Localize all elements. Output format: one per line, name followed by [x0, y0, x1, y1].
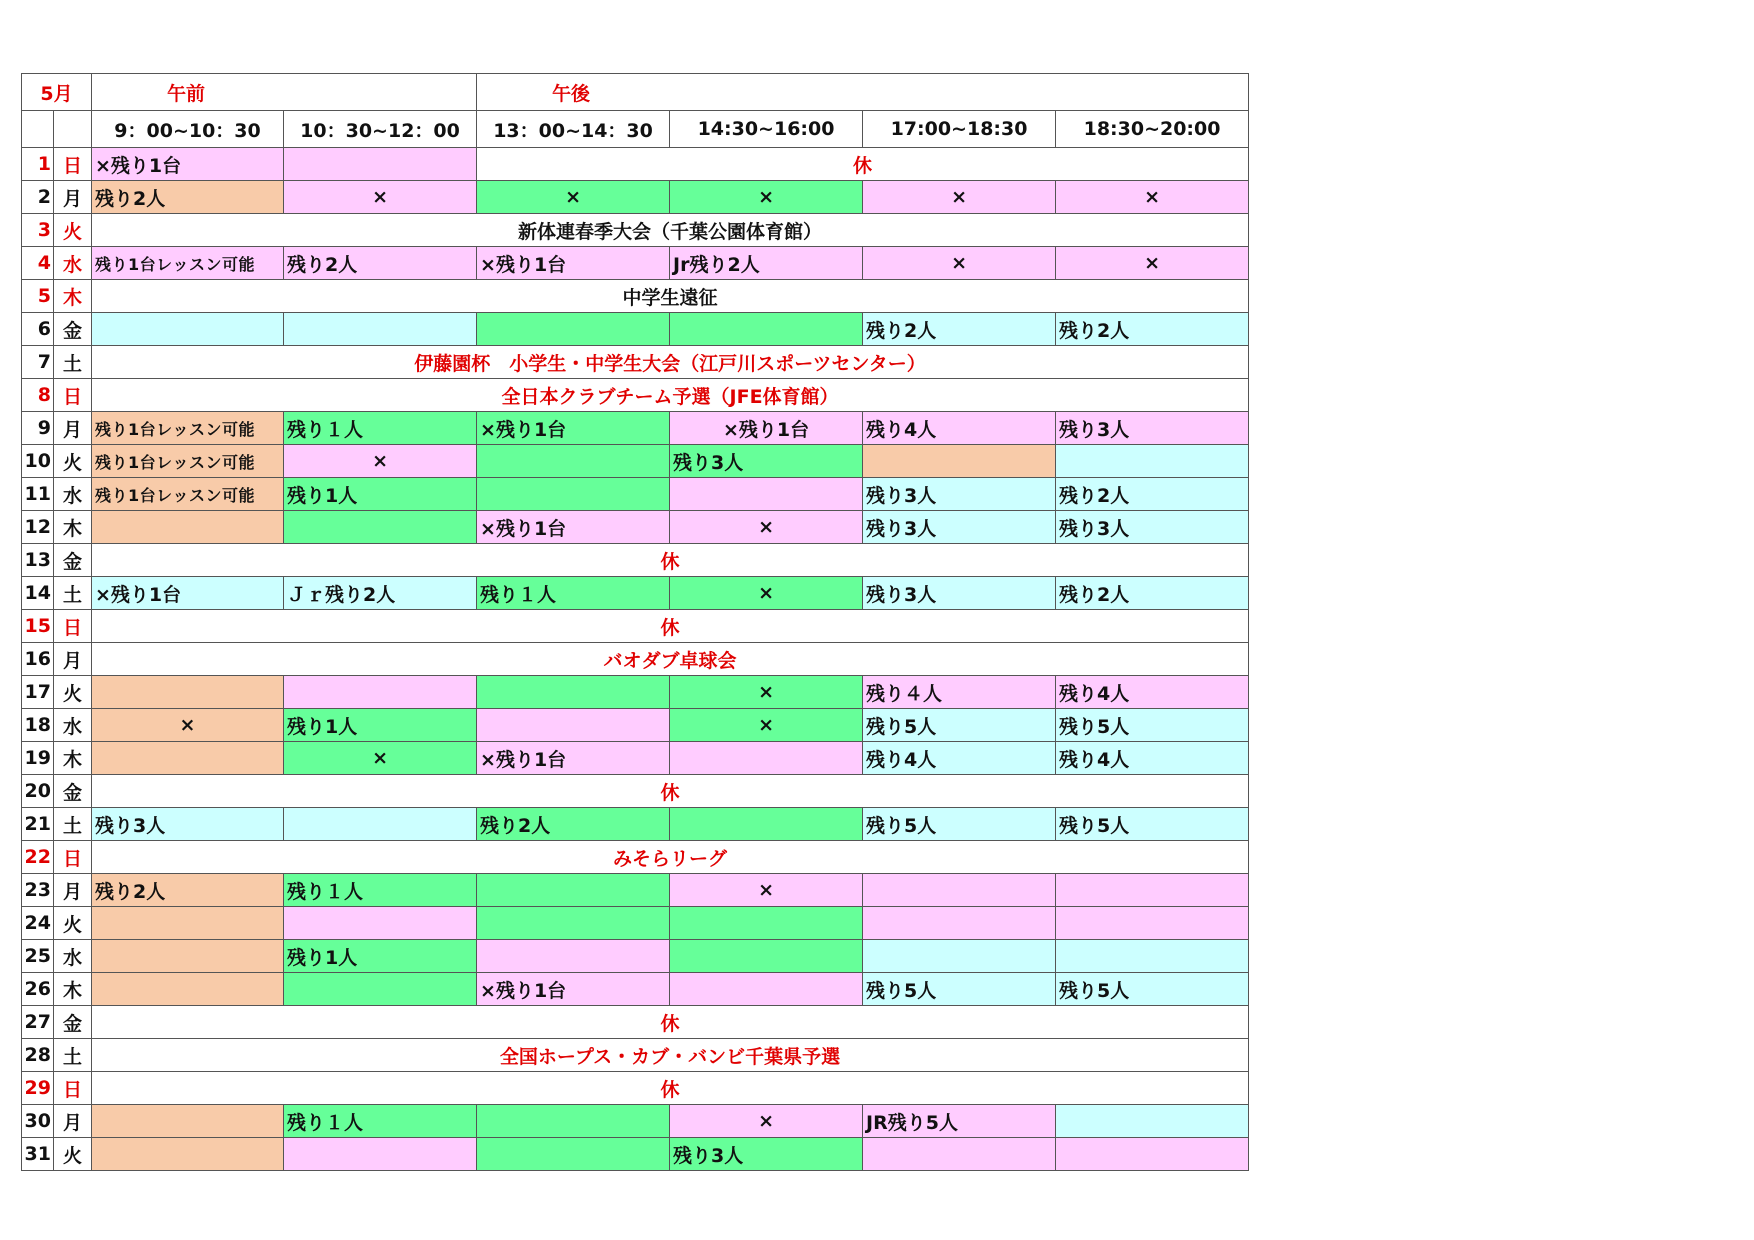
- day-of-week: 水: [54, 247, 92, 280]
- day-row: [22, 808, 1249, 841]
- slot-cell: ×: [284, 181, 477, 214]
- pm-label: 午後: [477, 74, 1249, 111]
- slot-cell: ×残り1台: [477, 973, 670, 1006]
- slot-cell: 残り5人: [1056, 973, 1249, 1006]
- day-number: 11: [22, 478, 54, 511]
- header-row-period: [22, 74, 1249, 111]
- slot-cell: [92, 940, 284, 973]
- day-of-week: 火: [54, 445, 92, 478]
- slot-cell: 残り3人: [670, 1138, 863, 1171]
- day-row: [22, 280, 1249, 313]
- slot-cell: [477, 709, 670, 742]
- day-row: [22, 1006, 1249, 1039]
- slot-cell: 残り１人: [284, 1105, 477, 1138]
- slot-cell: ×残り1台: [477, 742, 670, 775]
- day-of-week: 日: [54, 148, 92, 181]
- day-of-week: 土: [54, 808, 92, 841]
- day-of-week: 木: [54, 973, 92, 1006]
- slot-cell: [863, 445, 1056, 478]
- day-number: 23: [22, 874, 54, 907]
- slot-cell: 残り1人: [284, 709, 477, 742]
- day-of-week: 日: [54, 1072, 92, 1105]
- day-number: 20: [22, 775, 54, 808]
- slot-cell: ×残り1台: [670, 412, 863, 445]
- event-cell: 休: [92, 610, 1249, 643]
- slot-cell: ×: [1056, 247, 1249, 280]
- day-number: 18: [22, 709, 54, 742]
- slot-cell: 残り5人: [863, 709, 1056, 742]
- schedule-table: [21, 73, 1249, 1171]
- slot-header: 18:30~20:00: [1056, 111, 1249, 148]
- day-number: 16: [22, 643, 54, 676]
- day-number: 9: [22, 412, 54, 445]
- slot-cell: [1056, 445, 1249, 478]
- slot-header: 17:00~18:30: [863, 111, 1056, 148]
- slot-cell: 残り1台レッスン可能: [92, 478, 284, 511]
- day-row: [22, 214, 1249, 247]
- slot-cell: ×残り1台: [92, 148, 284, 181]
- day-row: [22, 346, 1249, 379]
- day-row: [22, 709, 1249, 742]
- slot-cell: ×: [863, 181, 1056, 214]
- day-row: [22, 973, 1249, 1006]
- slot-cell: 残り4人: [863, 742, 1056, 775]
- slot-cell: ×: [670, 511, 863, 544]
- slot-cell: [670, 940, 863, 973]
- slot-cell: [92, 973, 284, 1006]
- slot-cell: 残り4人: [863, 412, 1056, 445]
- day-number: 12: [22, 511, 54, 544]
- day-number: 31: [22, 1138, 54, 1171]
- blank-cell: [22, 111, 54, 148]
- day-of-week: 日: [54, 379, 92, 412]
- slot-cell: [477, 874, 670, 907]
- day-of-week: 水: [54, 709, 92, 742]
- day-row: [22, 676, 1249, 709]
- day-of-week: 金: [54, 544, 92, 577]
- day-of-week: 金: [54, 1006, 92, 1039]
- day-row: [22, 1039, 1249, 1072]
- day-number: 7: [22, 346, 54, 379]
- day-number: 14: [22, 577, 54, 610]
- slot-cell: [92, 742, 284, 775]
- slot-cell: 残り2人: [1056, 478, 1249, 511]
- slot-cell: 残り1台レッスン可能: [92, 247, 284, 280]
- day-of-week: 木: [54, 742, 92, 775]
- slot-cell: [477, 1138, 670, 1171]
- slot-cell: 残り3人: [863, 511, 1056, 544]
- slot-cell: [284, 1138, 477, 1171]
- day-of-week: 日: [54, 610, 92, 643]
- day-of-week: 土: [54, 1039, 92, 1072]
- day-of-week: 土: [54, 577, 92, 610]
- header-row-slots: [22, 111, 1249, 148]
- slot-cell: [670, 973, 863, 1006]
- day-of-week: 木: [54, 511, 92, 544]
- slot-cell: 残り4人: [1056, 676, 1249, 709]
- event-cell: 休: [92, 544, 1249, 577]
- slot-cell: ×: [284, 742, 477, 775]
- day-number: 2: [22, 181, 54, 214]
- day-of-week: 火: [54, 907, 92, 940]
- day-number: 13: [22, 544, 54, 577]
- slot-cell: [1056, 874, 1249, 907]
- slot-cell: [1056, 1138, 1249, 1171]
- day-of-week: 木: [54, 280, 92, 313]
- day-number: 29: [22, 1072, 54, 1105]
- slot-cell: 残り3人: [863, 577, 1056, 610]
- day-number: 6: [22, 313, 54, 346]
- day-of-week: 火: [54, 1138, 92, 1171]
- slot-cell: [1056, 940, 1249, 973]
- slot-cell: ×: [670, 181, 863, 214]
- event-cell: 休: [477, 148, 1249, 181]
- day-row: [22, 841, 1249, 874]
- slot-cell: 残り１人: [284, 412, 477, 445]
- event-cell: 休: [92, 1072, 1249, 1105]
- day-row: [22, 148, 1249, 181]
- slot-cell: ×: [670, 874, 863, 907]
- day-row: [22, 874, 1249, 907]
- day-of-week: 月: [54, 874, 92, 907]
- day-row: [22, 775, 1249, 808]
- slot-cell: [92, 676, 284, 709]
- day-of-week: 月: [54, 412, 92, 445]
- day-row: [22, 478, 1249, 511]
- day-row: [22, 742, 1249, 775]
- slot-cell: [92, 313, 284, 346]
- slot-cell: [863, 907, 1056, 940]
- slot-cell: [284, 676, 477, 709]
- day-of-week: 金: [54, 775, 92, 808]
- day-number: 25: [22, 940, 54, 973]
- slot-cell: 残り2人: [477, 808, 670, 841]
- slot-cell: 残り４人: [863, 676, 1056, 709]
- day-of-week: 火: [54, 676, 92, 709]
- slot-cell: ×: [92, 709, 284, 742]
- day-row: [22, 1138, 1249, 1171]
- slot-header: 13：00~14：30: [477, 111, 670, 148]
- slot-cell: [284, 511, 477, 544]
- slot-cell: ×: [477, 181, 670, 214]
- day-number: 4: [22, 247, 54, 280]
- slot-cell: ×: [1056, 181, 1249, 214]
- day-of-week: 火: [54, 214, 92, 247]
- slot-cell: 残り1人: [284, 940, 477, 973]
- day-of-week: 水: [54, 478, 92, 511]
- slot-cell: [863, 940, 1056, 973]
- day-row: [22, 940, 1249, 973]
- slot-cell: 残り5人: [1056, 709, 1249, 742]
- event-cell: 全日本クラブチーム予選（JFE体育館）: [92, 379, 1249, 412]
- slot-cell: [92, 907, 284, 940]
- day-number: 1: [22, 148, 54, 181]
- day-row: [22, 1072, 1249, 1105]
- slot-cell: ×残り1台: [477, 247, 670, 280]
- day-of-week: 土: [54, 346, 92, 379]
- day-number: 19: [22, 742, 54, 775]
- slot-cell: [1056, 1105, 1249, 1138]
- slot-cell: 残り１人: [477, 577, 670, 610]
- day-number: 17: [22, 676, 54, 709]
- slot-cell: [477, 907, 670, 940]
- slot-cell: ×: [670, 1105, 863, 1138]
- slot-cell: [284, 907, 477, 940]
- slot-cell: [670, 907, 863, 940]
- day-row: [22, 181, 1249, 214]
- schedule-body: [22, 148, 1249, 1171]
- day-row: [22, 247, 1249, 280]
- slot-cell: 残り2人: [92, 181, 284, 214]
- day-number: 21: [22, 808, 54, 841]
- slot-cell: [284, 148, 477, 181]
- slot-cell: 残り5人: [863, 808, 1056, 841]
- slot-cell: 残り1台レッスン可能: [92, 445, 284, 478]
- day-number: 30: [22, 1105, 54, 1138]
- slot-header: 14:30~16:00: [670, 111, 863, 148]
- slot-cell: 残り1台レッスン可能: [92, 412, 284, 445]
- slot-cell: 残り3人: [1056, 511, 1249, 544]
- slot-cell: ×残り1台: [92, 577, 284, 610]
- day-number: 22: [22, 841, 54, 874]
- event-cell: 全国ホープス・カブ・バンビ千葉県予選: [92, 1039, 1249, 1072]
- slot-cell: ×: [284, 445, 477, 478]
- slot-cell: 残り2人: [92, 874, 284, 907]
- slot-cell: 残り2人: [863, 313, 1056, 346]
- day-row: [22, 577, 1249, 610]
- slot-cell: ×: [863, 247, 1056, 280]
- event-cell: 休: [92, 775, 1249, 808]
- slot-cell: [477, 445, 670, 478]
- event-cell: バオダブ卓球会: [92, 643, 1249, 676]
- slot-cell: ×残り1台: [477, 412, 670, 445]
- slot-cell: [670, 742, 863, 775]
- slot-cell: [284, 313, 477, 346]
- day-of-week: 日: [54, 841, 92, 874]
- slot-header: 9：00~10：30: [92, 111, 284, 148]
- day-number: 8: [22, 379, 54, 412]
- slot-cell: [477, 313, 670, 346]
- day-number: 27: [22, 1006, 54, 1039]
- slot-cell: JR残り5人: [863, 1105, 1056, 1138]
- slot-header: 10：30~12：00: [284, 111, 477, 148]
- event-cell: 新体連春季大会（千葉公園体育館）: [92, 214, 1249, 247]
- day-row: [22, 610, 1249, 643]
- slot-cell: [477, 1105, 670, 1138]
- slot-cell: 残り4人: [1056, 742, 1249, 775]
- day-of-week: 月: [54, 1105, 92, 1138]
- event-cell: 伊藤園杯 小学生・中学生大会（江戸川スポーツセンター）: [92, 346, 1249, 379]
- am-label: 午前: [92, 74, 477, 111]
- slot-cell: 残り１人: [284, 874, 477, 907]
- slot-cell: [284, 808, 477, 841]
- slot-cell: [863, 1138, 1056, 1171]
- slot-cell: [477, 940, 670, 973]
- slot-cell: 残り3人: [670, 445, 863, 478]
- blank-cell: [54, 111, 92, 148]
- slot-cell: 残り2人: [1056, 577, 1249, 610]
- day-number: 28: [22, 1039, 54, 1072]
- slot-cell: ×: [670, 577, 863, 610]
- slot-cell: [1056, 907, 1249, 940]
- event-cell: 中学生遠征: [92, 280, 1249, 313]
- slot-cell: 残り3人: [92, 808, 284, 841]
- slot-cell: [863, 874, 1056, 907]
- slot-cell: Jr残り2人: [670, 247, 863, 280]
- slot-cell: [92, 511, 284, 544]
- slot-cell: 残り5人: [1056, 808, 1249, 841]
- slot-cell: 残り2人: [1056, 313, 1249, 346]
- slot-cell: [670, 313, 863, 346]
- day-number: 24: [22, 907, 54, 940]
- slot-cell: ×残り1台: [477, 511, 670, 544]
- day-number: 5: [22, 280, 54, 313]
- day-of-week: 月: [54, 643, 92, 676]
- day-row: [22, 643, 1249, 676]
- slot-cell: [477, 676, 670, 709]
- slot-cell: [477, 478, 670, 511]
- day-number: 26: [22, 973, 54, 1006]
- slot-cell: 残り1人: [284, 478, 477, 511]
- day-number: 3: [22, 214, 54, 247]
- slot-cell: 残り3人: [1056, 412, 1249, 445]
- event-cell: 休: [92, 1006, 1249, 1039]
- slot-cell: [284, 973, 477, 1006]
- day-row: [22, 445, 1249, 478]
- day-row: [22, 313, 1249, 346]
- day-of-week: 水: [54, 940, 92, 973]
- day-number: 10: [22, 445, 54, 478]
- month-label: 5月: [22, 74, 92, 111]
- slot-cell: 残り2人: [284, 247, 477, 280]
- slot-cell: 残り3人: [863, 478, 1056, 511]
- slot-cell: ×: [670, 676, 863, 709]
- day-row: [22, 907, 1249, 940]
- day-of-week: 月: [54, 181, 92, 214]
- slot-cell: [92, 1138, 284, 1171]
- slot-cell: [92, 1105, 284, 1138]
- day-number: 15: [22, 610, 54, 643]
- day-row: [22, 511, 1249, 544]
- slot-cell: [670, 808, 863, 841]
- event-cell: みそらリーグ: [92, 841, 1249, 874]
- slot-cell: ×: [670, 709, 863, 742]
- day-row: [22, 1105, 1249, 1138]
- day-of-week: 金: [54, 313, 92, 346]
- day-row: [22, 379, 1249, 412]
- slot-cell: [670, 478, 863, 511]
- slot-cell: Ｊｒ残り2人: [284, 577, 477, 610]
- slot-cell: 残り5人: [863, 973, 1056, 1006]
- day-row: [22, 412, 1249, 445]
- day-row: [22, 544, 1249, 577]
